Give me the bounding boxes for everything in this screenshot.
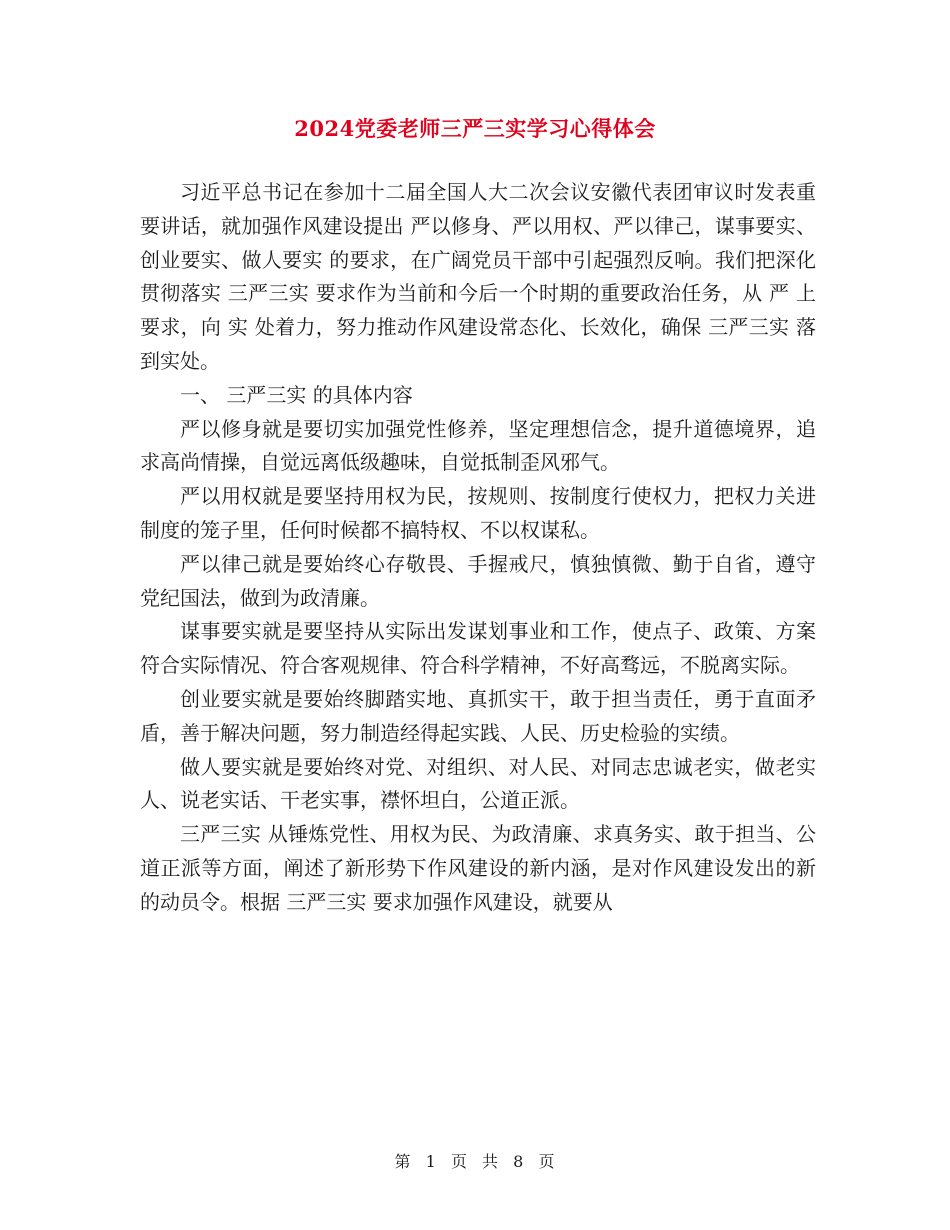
- footer-label-total: 共: [482, 1152, 500, 1171]
- footer-label-unit2: 页: [538, 1152, 556, 1171]
- paragraph-intro: 习近平总书记在参加十二届全国人大二次会议安徽代表团审议时发表重要讲话，就加强作风建设提出 严以修身、严以用权、严以律己，谋事要实、创业要实、做人要实 的要求，在广阔党员干部中引起强烈反响。我们把深化贯彻落实 三严三实 要求作为当前和今后一个时期的重要政治任务，从 严 上要求，向 实 处着力，努力推动作风建设常态化、长效化，确保 三严三实 落到实处。: [140, 180, 816, 373]
- paragraph-yongquan: 严以用权就是要坚持用权为民，按规则、按制度行使权力，把权力关进制度的笼子里，任何时候都不搞特权、不以权谋私。: [140, 484, 816, 542]
- paragraph-xiushen: 严以修身就是要切实加强党性修养，坚定理想信念，提升道德境界，追求高尚情操，自觉远离低级趣味，自觉抵制歪风邪气。: [140, 416, 816, 475]
- paragraph-chuangye: 创业要实就是要始终脚踏实地、真抓实干，敢于担当责任，勇于直面矛盾，善于解决问题，努力制造经得起实践、人民、历史检验的实绩。: [140, 686, 816, 745]
- document-body: [140, 176, 816, 920]
- paragraph-zuoren: 做人要实就是要始终对党、对组织、对人民、对同志忠诚老实，做老实人、说老实话、干老实事，襟怀坦白，公道正派。: [140, 754, 816, 813]
- page-footer: [0, 1150, 950, 1174]
- document-title: 2024党委老师三严三实学习心得体会: [294, 116, 656, 141]
- footer-label-unit: 页: [450, 1152, 468, 1171]
- footer-label-page: 第: [394, 1152, 412, 1171]
- section-heading: 一、 三严三实 的具体内容: [180, 382, 413, 407]
- paragraph-lvji: 严以律己就是要始终心存敬畏、手握戒尺，慎独慎微、勤于自省，遵守党纪国法，做到为政清廉。: [140, 551, 816, 610]
- paragraph-moushi: 谋事要实就是要坚持从实际出发谋划事业和工作，使点子、政策、方案符合实际情况、符合客观规律、符合科学精神，不好高骛远，不脱离实际。: [140, 619, 816, 678]
- paragraph-summary: 三严三实 从锤炼党性、用权为民、为政清廉、求真务实、敢于担当、公道正派等方面，阐述了新形势下作风建设的新内涵，是对作风建设发出的新的动员令。根据 三严三实 要求加强作风建设，就要从: [140, 822, 816, 914]
- footer-total-pages: 8: [513, 1152, 525, 1171]
- footer-current-page: 1: [425, 1152, 437, 1171]
